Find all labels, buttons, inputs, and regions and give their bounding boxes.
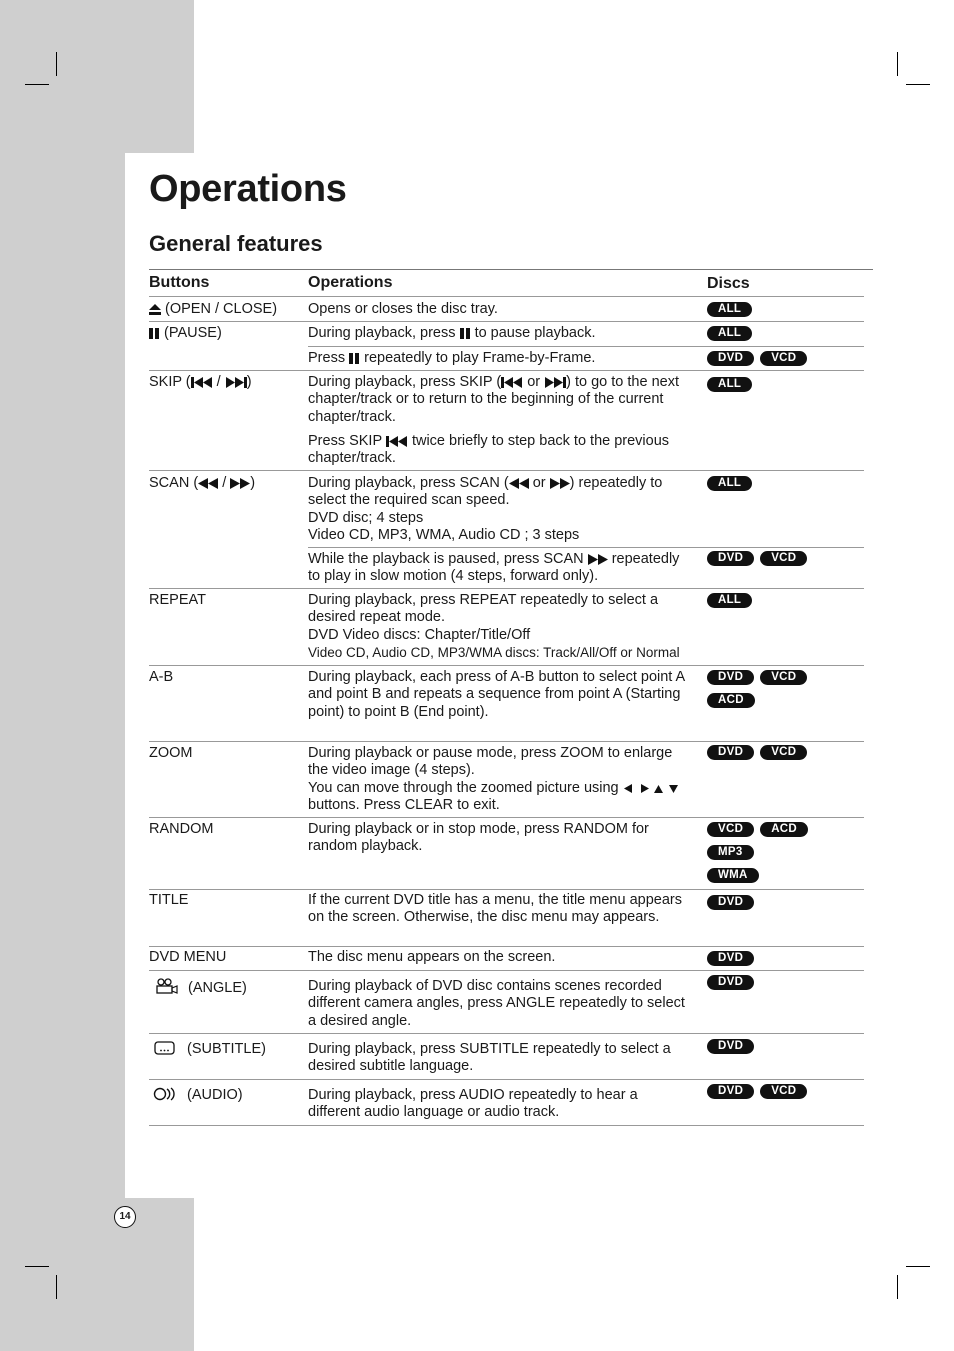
op-text: repeatedly to play in slow motion (4 steps, forward only). — [308, 551, 680, 585]
button-scan — [149, 475, 299, 492]
button-label: (AUDIO) — [187, 1087, 243, 1103]
pause-icon — [349, 353, 360, 364]
operation-title: If the current DVD title has a menu, the title menu appears on the screen. Otherwise, the disc menu may appears. — [308, 892, 682, 926]
disc-badge: ACD — [760, 822, 808, 837]
discs-repeat — [707, 593, 867, 616]
disc-badge: ALL — [707, 302, 752, 317]
row-divider — [149, 1079, 864, 1080]
disc-badge: DVD — [707, 975, 754, 990]
op-text: While the playback is paused, press SCAN — [308, 551, 584, 567]
operation-pause — [308, 325, 693, 342]
disc-badge: ALL — [707, 326, 752, 341]
operation-audio: During playback, press AUDIO repeatedly to hear a different audio language or audio track. — [308, 1087, 638, 1121]
disc-badge: DVD — [707, 745, 754, 760]
pause-icon — [460, 328, 471, 339]
row-divider — [149, 817, 864, 818]
row-divider — [308, 547, 864, 548]
discs-random — [707, 822, 817, 891]
button-audio — [149, 1087, 299, 1104]
op-line — [308, 475, 693, 510]
button-title: TITLE — [149, 892, 189, 908]
op-text: Press — [308, 350, 346, 366]
button-open-close — [149, 301, 299, 318]
button-label: ) — [250, 475, 256, 491]
operation-open-close: Opens or closes the disc tray. — [308, 301, 498, 317]
subtitle-icon — [154, 1041, 176, 1055]
operation-subtitle: During playback, press SUBTITLE repeatedly to select a desired subtitle language. — [308, 1041, 671, 1075]
button-a-b: A-B — [149, 669, 174, 685]
header-buttons: Buttons — [149, 274, 210, 291]
side-band-left — [0, 153, 125, 1198]
crop-mark — [897, 1275, 898, 1299]
discs-title — [707, 895, 867, 918]
op-text: During playback, press SCAN ( — [308, 475, 509, 491]
op-line: DVD Video discs: Chapter/Title/Off — [308, 626, 531, 643]
button-subtitle — [149, 1041, 299, 1058]
operation-angle: During playback of DVD disc contains scenes recorded different camera angles, press ANGLE repeatedly to select a desired angle. — [308, 978, 685, 1029]
op-text: to pause playback. — [474, 325, 596, 341]
crop-mark — [906, 1266, 930, 1267]
disc-badge: VCD — [707, 822, 754, 837]
row-divider — [149, 296, 864, 297]
operation-scan — [308, 475, 693, 544]
discs-subtitle — [707, 1039, 867, 1062]
header-operations: Operations — [308, 274, 393, 291]
button-label: / — [222, 475, 227, 491]
disc-badge: WMA — [707, 868, 759, 883]
button-label: (SUBTITLE) — [187, 1041, 266, 1057]
arrow-keys-icon — [623, 783, 681, 794]
eject-icon — [149, 304, 161, 315]
op-text: or — [527, 374, 541, 390]
operation-skip — [308, 374, 693, 426]
button-dvd-menu: DVD MENU — [149, 949, 227, 965]
rewind-icon — [509, 478, 529, 489]
op-text: ) to go to the next chapter/track or to return to the beginning of the current chapter/track. — [308, 374, 679, 425]
skip-back-icon — [501, 377, 523, 388]
disc-badge: VCD — [760, 670, 807, 685]
disc-badge: ALL — [707, 593, 752, 608]
skip-back-icon — [191, 377, 213, 388]
discs-angle — [707, 975, 867, 998]
op-text: During playback, press — [308, 325, 456, 341]
operation-repeat — [308, 592, 693, 661]
skip-back-icon — [386, 436, 408, 447]
op-text: ) repeatedly to select the required scan speed. — [308, 475, 663, 509]
side-band-bottom — [0, 1198, 194, 1351]
disc-badge: VCD — [760, 745, 807, 760]
disc-badge: ALL — [707, 476, 752, 491]
page-number: 14 — [114, 1206, 136, 1228]
op-text: repeatedly to play Frame-by-Frame. — [364, 350, 596, 366]
skip-forward-icon — [225, 377, 247, 388]
row-divider — [149, 665, 864, 666]
button-label: (ANGLE) — [188, 980, 247, 996]
disc-badge: VCD — [760, 551, 807, 566]
operation-frame-by-frame — [308, 350, 693, 367]
button-angle — [149, 978, 299, 997]
section-title: General features — [149, 231, 323, 256]
pause-icon — [149, 328, 160, 339]
op-line: During playback, press REPEAT repeatedly to select a desired repeat mode. — [308, 592, 659, 626]
disc-badge: ALL — [707, 377, 752, 392]
discs-audio — [707, 1084, 867, 1107]
fast-forward-icon — [588, 554, 608, 565]
audio-icon — [153, 1087, 177, 1101]
rewind-icon — [198, 478, 218, 489]
button-random: RANDOM — [149, 821, 214, 837]
disc-badge: DVD — [707, 1084, 754, 1099]
button-label: / — [216, 374, 221, 390]
op-text: You can move through the zoomed picture using — [308, 779, 619, 796]
op-line: Video CD, Audio CD, MP3/WMA discs: Track/All/Off or Normal — [308, 644, 680, 660]
discs-slow-motion — [707, 551, 867, 574]
row-divider — [149, 741, 864, 742]
op-text: or — [532, 475, 546, 491]
header-rule — [149, 269, 873, 270]
discs-scan — [707, 476, 867, 499]
op-line: During playback or pause mode, press ZOOM to enlarge the video image (4 steps). — [308, 745, 673, 779]
op-text: twice briefly to step back to the previous chapter/track. — [308, 433, 670, 467]
button-label: (OPEN / CLOSE) — [165, 301, 278, 317]
button-pause — [149, 325, 299, 342]
discs-pause — [707, 326, 867, 349]
disc-badge: VCD — [760, 1084, 807, 1099]
row-divider — [149, 1125, 864, 1126]
op-line: DVD disc; 4 steps — [308, 509, 424, 526]
operation-zoom — [308, 745, 693, 814]
disc-badge: DVD — [707, 670, 754, 685]
header-discs: Discs — [707, 275, 750, 292]
discs-zoom — [707, 745, 867, 768]
operation-random: During playback or in stop mode, press RANDOM for random playback. — [308, 821, 649, 855]
row-divider — [149, 470, 864, 471]
crop-mark — [897, 52, 898, 76]
disc-badge: ACD — [707, 693, 755, 708]
camera-angle-icon — [154, 978, 180, 994]
button-label: SKIP ( — [149, 374, 191, 390]
crop-mark — [906, 84, 930, 85]
discs-dvd-menu — [707, 951, 867, 974]
button-skip — [149, 374, 299, 391]
fast-forward-icon — [550, 478, 570, 489]
op-text: During playback, press SKIP ( — [308, 374, 502, 390]
side-band-top — [0, 0, 194, 153]
button-repeat: REPEAT — [149, 592, 206, 608]
skip-forward-icon — [544, 377, 566, 388]
disc-badge: DVD — [707, 351, 754, 366]
button-label: ) — [246, 374, 252, 390]
disc-badge: DVD — [707, 551, 754, 566]
disc-badge: VCD — [760, 351, 807, 366]
crop-mark — [25, 84, 49, 85]
button-label: SCAN ( — [149, 475, 199, 491]
button-zoom: ZOOM — [149, 745, 193, 761]
row-divider — [149, 946, 864, 947]
operation-a-b: During playback, each press of A-B button to select point A and point B and repeats a sequence from point A (Starting point) to point B (End point). — [308, 669, 685, 720]
disc-badge: DVD — [707, 895, 754, 910]
crop-mark — [56, 1275, 57, 1299]
discs-a-b — [707, 670, 817, 716]
crop-mark — [25, 1266, 49, 1267]
crop-mark — [56, 52, 57, 76]
row-divider — [149, 588, 864, 589]
discs-open-close — [707, 302, 867, 325]
operation-slow-motion — [308, 551, 693, 586]
op-line: Video CD, MP3, WMA, Audio CD ; 3 steps — [308, 526, 580, 543]
fast-forward-icon — [230, 478, 250, 489]
discs-frame-by-frame — [707, 351, 867, 374]
discs-skip — [707, 377, 867, 400]
op-line: buttons. Press CLEAR to exit. — [308, 796, 500, 813]
button-label: (PAUSE) — [164, 325, 222, 341]
disc-badge: DVD — [707, 1039, 754, 1054]
operation-dvd-menu: The disc menu appears on the screen. — [308, 949, 556, 965]
disc-badge: MP3 — [707, 845, 754, 860]
op-text: Press SKIP — [308, 433, 382, 449]
row-divider — [149, 1033, 864, 1034]
page-title: Operations — [149, 168, 347, 210]
operation-skip-twice — [308, 433, 693, 468]
disc-badge: DVD — [707, 951, 754, 966]
op-line — [308, 780, 693, 797]
